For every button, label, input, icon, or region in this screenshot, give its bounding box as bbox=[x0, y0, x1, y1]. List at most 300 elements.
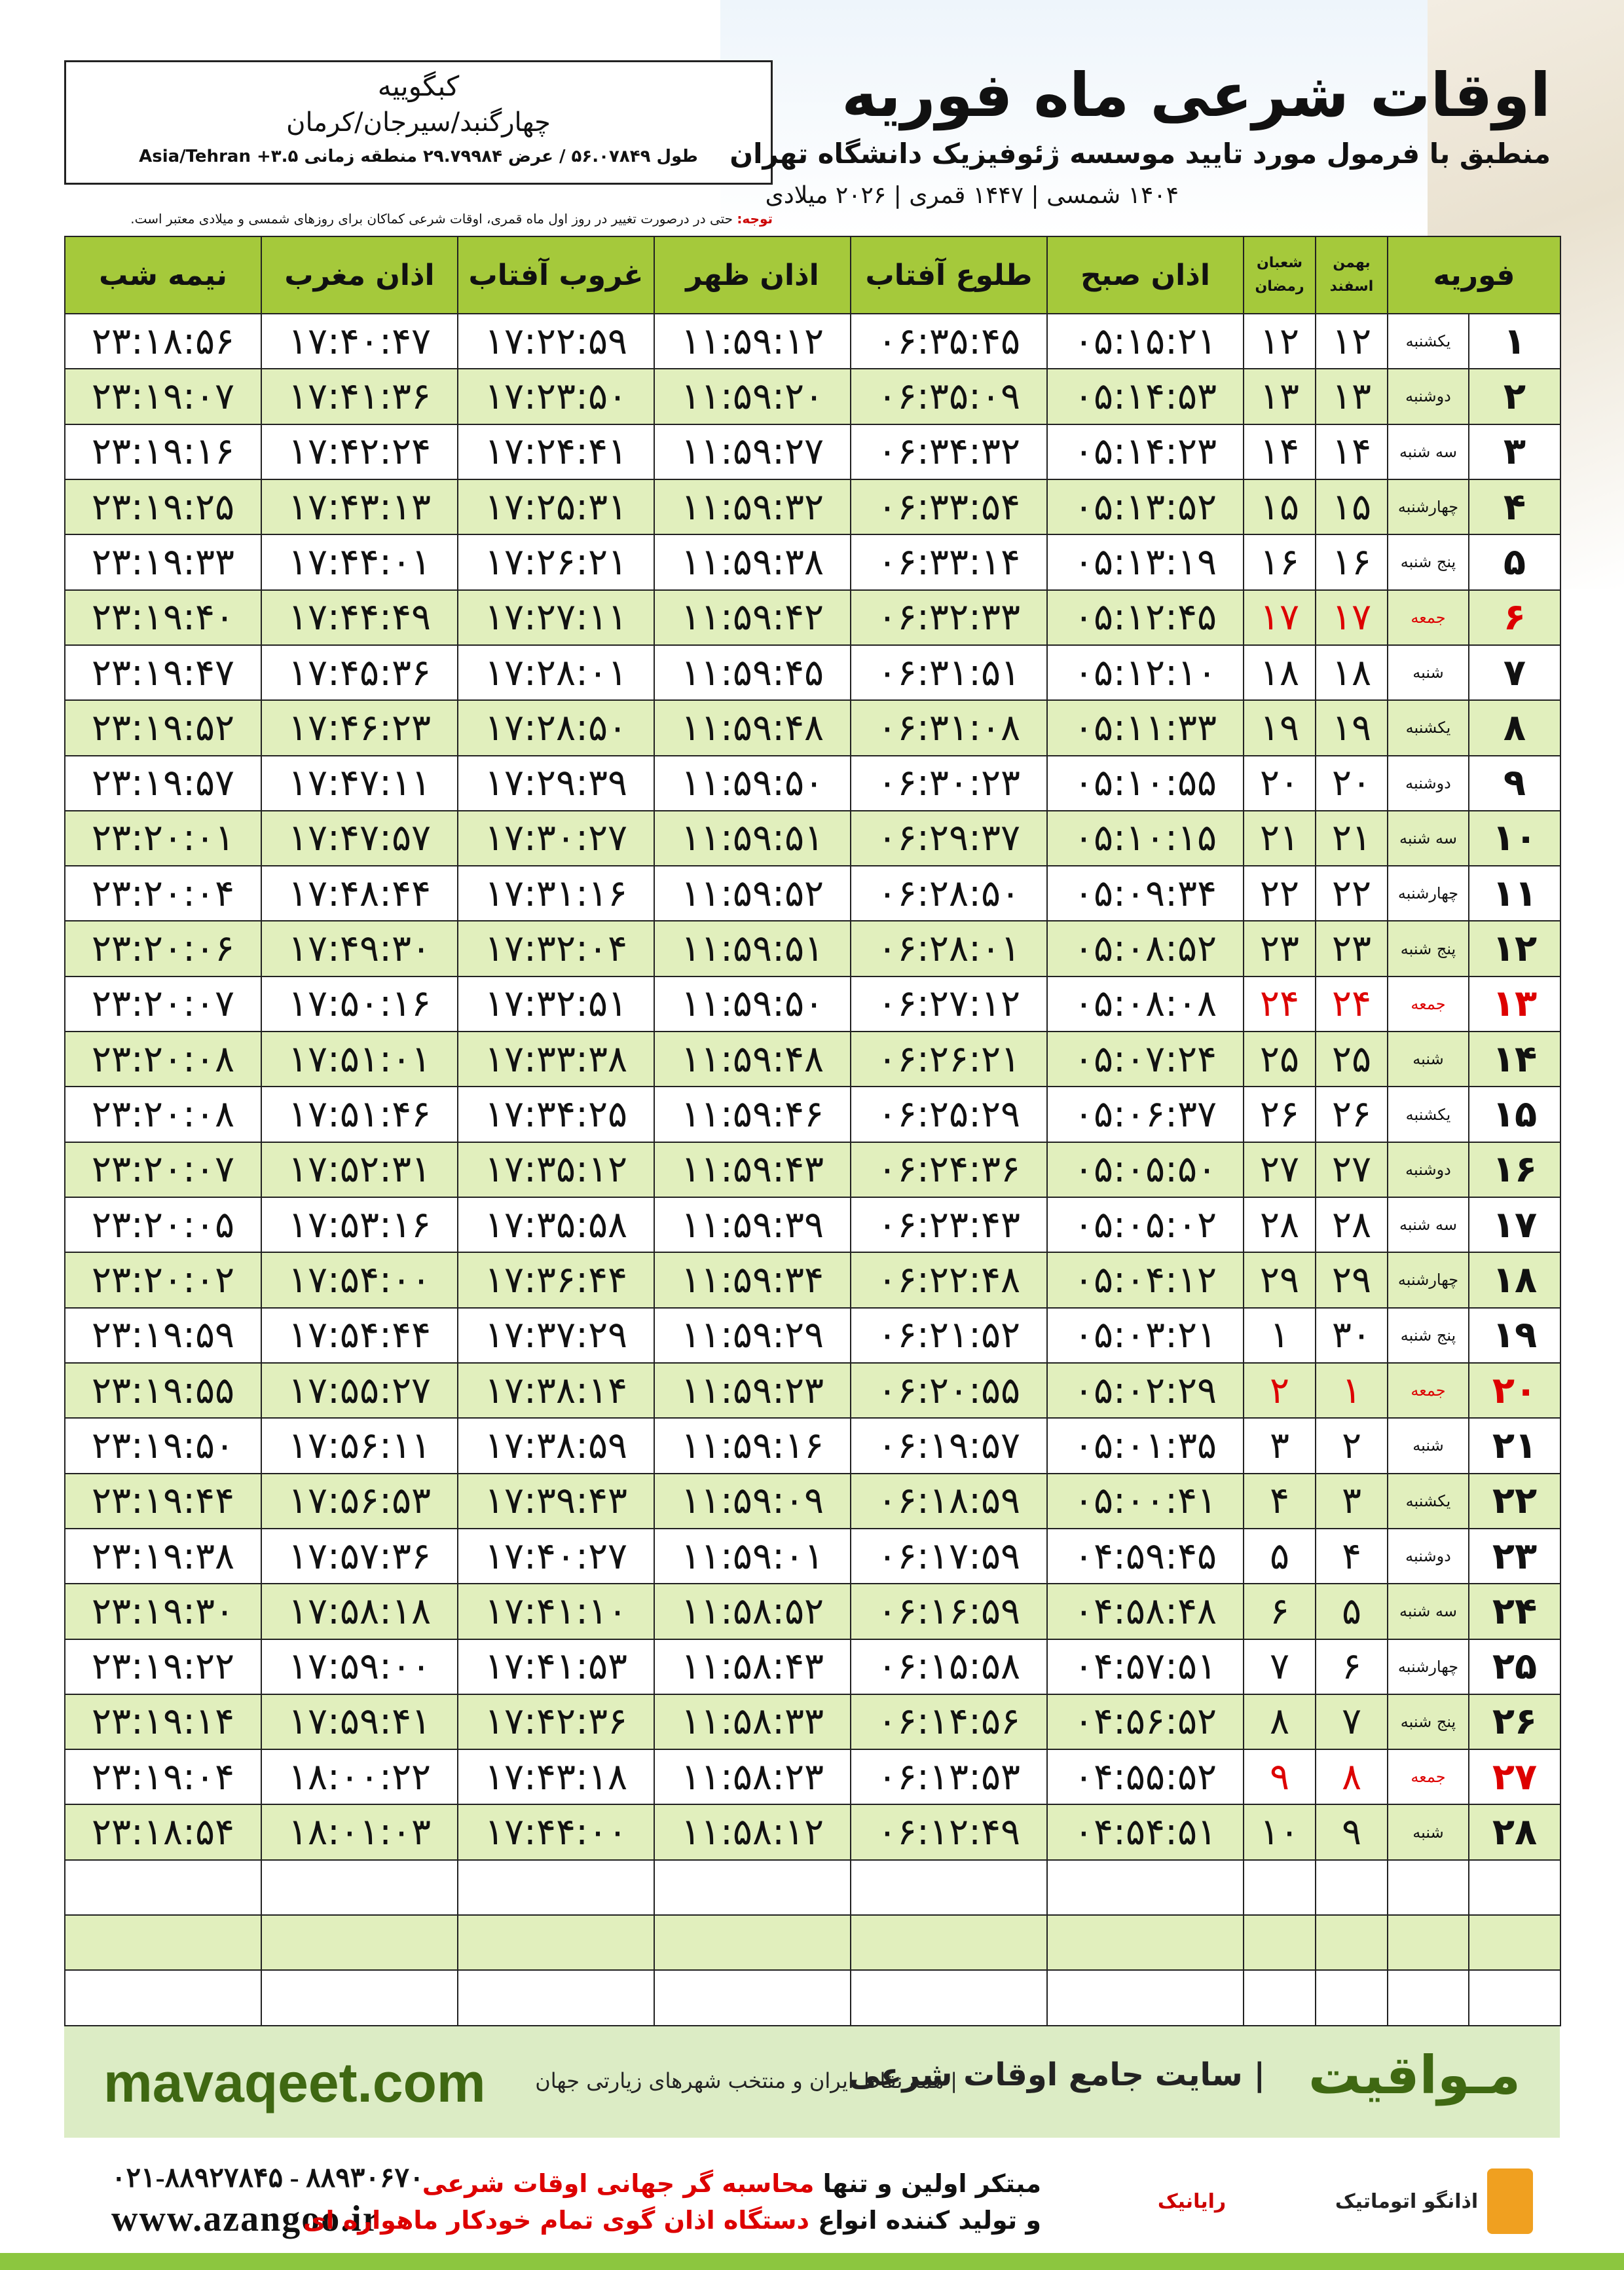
table-fajr: ۰۵:۰۱:۳۵ bbox=[1047, 1418, 1244, 1473]
table-dhuhr: ۱۱:۵۹:۵۰ bbox=[654, 977, 851, 1032]
table-sunrise: ۰۶:۱۲:۴۹ bbox=[851, 1804, 1047, 1859]
notice bbox=[64, 211, 773, 227]
table-lunar-day: ۱۰ bbox=[1244, 1804, 1316, 1859]
table-sunset: ۱۷:۴۴:۰۰ bbox=[458, 1804, 654, 1859]
table-fajr: ۰۵:۱۵:۲۱ bbox=[1047, 314, 1244, 369]
table-sunrise: ۰۶:۲۰:۵۵ bbox=[851, 1363, 1047, 1418]
table-solar-day: ۱۴ bbox=[1316, 424, 1388, 479]
mavaqeet-site-link[interactable]: mavaqeet.com bbox=[103, 2052, 486, 2113]
azangoo-site-link[interactable]: www.azangoo.ir bbox=[111, 2199, 380, 2239]
table-empty-cell bbox=[1047, 1915, 1244, 1970]
table-fajr: ۰۵:۰۷:۲۴ bbox=[1047, 1032, 1244, 1087]
table-empty-cell bbox=[1388, 1915, 1469, 1970]
table-sunset: ۱۷:۲۲:۵۹ bbox=[458, 314, 654, 369]
table-weekday: پنج شنبه bbox=[1388, 1694, 1469, 1749]
table-dhuhr: ۱۱:۵۸:۵۲ bbox=[654, 1584, 851, 1639]
table-midnight: ۲۳:۲۰:۰۱ bbox=[65, 811, 261, 866]
table-row bbox=[65, 700, 1560, 755]
promo-line-1-b: محاسبه گر جهانی اوقات شرعی bbox=[422, 2169, 815, 2198]
table-empty-cell bbox=[65, 1915, 261, 1970]
table-row bbox=[65, 1087, 1560, 1142]
table-dhuhr: ۱۱:۵۹:۵۰ bbox=[654, 756, 851, 811]
table-weekday: سه شنبه bbox=[1388, 1197, 1469, 1252]
azangoo-logo-text: اذانگو اتوماتیک bbox=[1335, 2189, 1479, 2213]
table-day: ۲۱ bbox=[1469, 1418, 1560, 1473]
table-weekday: شنبه bbox=[1388, 645, 1469, 700]
table-day: ۵ bbox=[1469, 534, 1560, 589]
table-header-row bbox=[65, 236, 1560, 314]
table-weekday: سه شنبه bbox=[1388, 424, 1469, 479]
table-dhuhr: ۱۱:۵۸:۱۲ bbox=[654, 1804, 851, 1859]
table-midnight: ۲۳:۱۹:۴۰ bbox=[65, 590, 261, 645]
table-sunrise: ۰۶:۳۳:۱۴ bbox=[851, 534, 1047, 589]
table-empty-cell bbox=[65, 1970, 261, 2026]
table-row bbox=[65, 1197, 1560, 1252]
table-lunar-day: ۲۶ bbox=[1244, 1087, 1316, 1142]
table-lunar-day: ۱۵ bbox=[1244, 479, 1316, 534]
table-weekday: جمعه bbox=[1388, 590, 1469, 645]
table-solar-day: ۱۳ bbox=[1316, 369, 1388, 424]
table-dhuhr: ۱۱:۵۹:۱۲ bbox=[654, 314, 851, 369]
table-weekday: یکشنبه bbox=[1388, 314, 1469, 369]
table-solar-day: ۲۶ bbox=[1316, 1087, 1388, 1142]
table-dhuhr: ۱۱:۵۹:۰۹ bbox=[654, 1474, 851, 1529]
table-weekday: یکشنبه bbox=[1388, 700, 1469, 755]
table-sunset: ۱۷:۳۵:۵۸ bbox=[458, 1197, 654, 1252]
table-day: ۱۴ bbox=[1469, 1032, 1560, 1087]
page-title: اوقات شرعی ماه فوریه bbox=[841, 60, 1551, 130]
table-sunset: ۱۷:۳۲:۰۴ bbox=[458, 921, 654, 976]
table-fajr: ۰۵:۱۴:۵۳ bbox=[1047, 369, 1244, 424]
table-row bbox=[65, 1749, 1560, 1804]
table-empty-cell bbox=[261, 1860, 458, 1915]
table-lunar-day: ۱۶ bbox=[1244, 534, 1316, 589]
table-day: ۳ bbox=[1469, 424, 1560, 479]
table-lunar-day: ۳ bbox=[1244, 1418, 1316, 1473]
mavaqeet-subtagline: | همه نقاط ایران و منتخب شهرهای زیارتی جهان bbox=[535, 2068, 957, 2093]
table-fajr: ۰۵:۱۰:۱۵ bbox=[1047, 811, 1244, 866]
azangoo-logo bbox=[1310, 2165, 1559, 2237]
table-lunar-day: ۹ bbox=[1244, 1749, 1316, 1804]
table-sunrise: ۰۶:۲۴:۳۶ bbox=[851, 1142, 1047, 1197]
table-row bbox=[65, 811, 1560, 866]
table-day: ۷ bbox=[1469, 645, 1560, 700]
table-weekday: جمعه bbox=[1388, 977, 1469, 1032]
promo-line-2-a: و تولید کننده انواع bbox=[818, 2206, 1041, 2235]
table-row-empty bbox=[65, 1915, 1560, 1970]
table-midnight: ۲۳:۲۰:۰۲ bbox=[65, 1252, 261, 1307]
table-dhuhr: ۱۱:۵۹:۲۰ bbox=[654, 369, 851, 424]
table-midnight: ۲۳:۱۹:۲۲ bbox=[65, 1639, 261, 1694]
table-maghrib: ۱۷:۵۴:۴۴ bbox=[261, 1308, 458, 1363]
table-lunar-day: ۱ bbox=[1244, 1308, 1316, 1363]
mavaqeet-logo: مـواقیت bbox=[1308, 2045, 1521, 2106]
table-fajr: ۰۵:۰۴:۱۲ bbox=[1047, 1252, 1244, 1307]
table-day: ۹ bbox=[1469, 756, 1560, 811]
table-fajr: ۰۵:۱۴:۲۳ bbox=[1047, 424, 1244, 479]
table-solar-day: ۱۸ bbox=[1316, 645, 1388, 700]
table-sunrise: ۰۶:۱۴:۵۶ bbox=[851, 1694, 1047, 1749]
notice-text: حتی در درصورت تغییر در روز اول ماه قمری، اوقات شرعی کماکان برای روزهای شمسی و میلادی معتبر است. bbox=[130, 211, 733, 227]
table-weekday: جمعه bbox=[1388, 1749, 1469, 1804]
table-row bbox=[65, 645, 1560, 700]
table-lunar-day: ۲۵ bbox=[1244, 1032, 1316, 1087]
table-weekday: چهارشنبه bbox=[1388, 866, 1469, 921]
table-row bbox=[65, 1142, 1560, 1197]
table-maghrib: ۱۷:۴۶:۲۳ bbox=[261, 700, 458, 755]
promo-line-2 bbox=[303, 2202, 1041, 2239]
table-weekday: یکشنبه bbox=[1388, 1087, 1469, 1142]
notice-label: توجه: bbox=[737, 211, 773, 227]
table-sunset: ۱۷:۳۱:۱۶ bbox=[458, 866, 654, 921]
table-sunset: ۱۷:۲۷:۱۱ bbox=[458, 590, 654, 645]
table-day: ۲۶ bbox=[1469, 1694, 1560, 1749]
table-dhuhr: ۱۱:۵۹:۵۱ bbox=[654, 811, 851, 866]
table-empty-cell bbox=[851, 1860, 1047, 1915]
table-row bbox=[65, 1804, 1560, 1859]
table-row bbox=[65, 1474, 1560, 1529]
table-lunar-day: ۲۷ bbox=[1244, 1142, 1316, 1197]
table-maghrib: ۱۷:۵۶:۱۱ bbox=[261, 1418, 458, 1473]
sponsor-logos bbox=[1087, 2165, 1559, 2244]
table-solar-day: ۲۲ bbox=[1316, 866, 1388, 921]
table-day: ۱۱ bbox=[1469, 866, 1560, 921]
table-row bbox=[65, 1529, 1560, 1584]
header-sunrise: طلوع آفتاب bbox=[851, 236, 1047, 314]
table-solar-day: ۳۰ bbox=[1316, 1308, 1388, 1363]
table-solar-day: ۱۹ bbox=[1316, 700, 1388, 755]
table-weekday: شنبه bbox=[1388, 1032, 1469, 1087]
table-solar-day: ۱ bbox=[1316, 1363, 1388, 1418]
table-sunset: ۱۷:۲۵:۳۱ bbox=[458, 479, 654, 534]
table-weekday: شنبه bbox=[1388, 1418, 1469, 1473]
table-row bbox=[65, 1584, 1560, 1639]
bottom-accent-bar bbox=[0, 2253, 1624, 2270]
table-sunset: ۱۷:۳۲:۵۱ bbox=[458, 977, 654, 1032]
table-sunset: ۱۷:۴۳:۱۸ bbox=[458, 1749, 654, 1804]
table-dhuhr: ۱۱:۵۹:۴۵ bbox=[654, 645, 851, 700]
table-maghrib: ۱۷:۵۱:۰۱ bbox=[261, 1032, 458, 1087]
table-lunar-day: ۴ bbox=[1244, 1474, 1316, 1529]
table-dhuhr: ۱۱:۵۹:۴۲ bbox=[654, 590, 851, 645]
table-row bbox=[65, 1032, 1560, 1087]
header-dhuhr: اذان ظهر bbox=[654, 236, 851, 314]
table-lunar-day: ۱۷ bbox=[1244, 590, 1316, 645]
table-lunar-day: ۲۳ bbox=[1244, 921, 1316, 976]
table-midnight: ۲۳:۲۰:۰۴ bbox=[65, 866, 261, 921]
table-empty-cell bbox=[1469, 1915, 1560, 1970]
header-lunar-months bbox=[1244, 236, 1316, 314]
table-maghrib: ۱۷:۵۹:۰۰ bbox=[261, 1639, 458, 1694]
table-dhuhr: ۱۱:۵۹:۲۳ bbox=[654, 1363, 851, 1418]
table-day: ۸ bbox=[1469, 700, 1560, 755]
table-solar-day: ۲۵ bbox=[1316, 1032, 1388, 1087]
table-day: ۴ bbox=[1469, 479, 1560, 534]
table-midnight: ۲۳:۱۸:۵۶ bbox=[65, 314, 261, 369]
table-fajr: ۰۵:۰۶:۳۷ bbox=[1047, 1087, 1244, 1142]
table-weekday: سه شنبه bbox=[1388, 1584, 1469, 1639]
table-row bbox=[65, 1639, 1560, 1694]
table-weekday: پنج شنبه bbox=[1388, 534, 1469, 589]
mavaqeet-tagline: | سایت جامع اوقات شرعی bbox=[849, 2056, 1265, 2093]
table-sunrise: ۰۶:۳۱:۰۸ bbox=[851, 700, 1047, 755]
table-midnight: ۲۳:۱۹:۵۹ bbox=[65, 1308, 261, 1363]
table-maghrib: ۱۷:۵۲:۳۱ bbox=[261, 1142, 458, 1197]
table-sunset: ۱۷:۴۱:۵۳ bbox=[458, 1639, 654, 1694]
table-row bbox=[65, 1308, 1560, 1363]
city-region: چهارگنبد/سیرجان/کرمان bbox=[286, 107, 551, 138]
table-midnight: ۲۳:۱۹:۵۷ bbox=[65, 756, 261, 811]
table-maghrib: ۱۷:۵۳:۱۶ bbox=[261, 1197, 458, 1252]
city-coordinates: طول ۵۶.۰۷۸۴۹ / عرض ۲۹.۷۹۹۸۴ منطقه زمانی ۳.۵+ Asia/Tehran bbox=[139, 147, 698, 166]
table-row bbox=[65, 590, 1560, 645]
table-empty-cell bbox=[851, 1915, 1047, 1970]
header-midnight: نیمه شب bbox=[65, 236, 261, 314]
table-midnight: ۲۳:۲۰:۰۸ bbox=[65, 1032, 261, 1087]
table-solar-day: ۵ bbox=[1316, 1584, 1388, 1639]
promo-line-1-a: مبتکر اولین و تنها bbox=[822, 2169, 1041, 2198]
table-weekday: شنبه bbox=[1388, 1804, 1469, 1859]
table-midnight: ۲۳:۲۰:۰۶ bbox=[65, 921, 261, 976]
table-weekday: پنج شنبه bbox=[1388, 921, 1469, 976]
calendar-years: ۱۴۰۴ شمسی | ۱۴۴۷ قمری | ۲۰۲۶ میلادی bbox=[765, 182, 1179, 209]
table-maghrib: ۱۷:۴۴:۰۱ bbox=[261, 534, 458, 589]
table-weekday: جمعه bbox=[1388, 1363, 1469, 1418]
table-midnight: ۲۳:۱۹:۳۳ bbox=[65, 534, 261, 589]
table-empty-cell bbox=[1047, 1860, 1244, 1915]
table-solar-day: ۷ bbox=[1316, 1694, 1388, 1749]
header-sunset: غروب آفتاب bbox=[458, 236, 654, 314]
prayer-times-table bbox=[64, 236, 1561, 2026]
table-fajr: ۰۵:۰۸:۰۸ bbox=[1047, 977, 1244, 1032]
table-sunrise: ۰۶:۱۸:۵۹ bbox=[851, 1474, 1047, 1529]
table-sunrise: ۰۶:۳۲:۳۳ bbox=[851, 590, 1047, 645]
table-fajr: ۰۴:۵۸:۴۸ bbox=[1047, 1584, 1244, 1639]
table-sunrise: ۰۶:۱۹:۵۷ bbox=[851, 1418, 1047, 1473]
table-empty-cell bbox=[1388, 1970, 1469, 2026]
header-lunar-top: شعبان bbox=[1256, 255, 1303, 271]
table-sunrise: ۰۶:۲۳:۴۳ bbox=[851, 1197, 1047, 1252]
header-maghrib: اذان مغرب bbox=[261, 236, 458, 314]
table-row bbox=[65, 1363, 1560, 1418]
table-sunset: ۱۷:۲۳:۵۰ bbox=[458, 369, 654, 424]
table-day: ۲۸ bbox=[1469, 1804, 1560, 1859]
table-body bbox=[65, 314, 1560, 2026]
table-maghrib: ۱۷:۴۸:۴۴ bbox=[261, 866, 458, 921]
table-sunrise: ۰۶:۲۸:۵۰ bbox=[851, 866, 1047, 921]
table-weekday: چهارشنبه bbox=[1388, 1252, 1469, 1307]
table-maghrib: ۱۷:۴۷:۵۷ bbox=[261, 811, 458, 866]
table-sunset: ۱۷:۳۸:۱۴ bbox=[458, 1363, 654, 1418]
city-name: کبگوییه bbox=[377, 70, 460, 102]
table-empty-cell bbox=[654, 1970, 851, 2026]
table-fajr: ۰۴:۵۵:۵۲ bbox=[1047, 1749, 1244, 1804]
table-sunrise: ۰۶:۳۳:۵۴ bbox=[851, 479, 1047, 534]
header-fajr: اذان صبح bbox=[1047, 236, 1244, 314]
promo-line-2-b: دستگاه اذان گوی تمام خودکار ماهواره ای bbox=[303, 2206, 810, 2235]
table-fajr: ۰۵:۰۵:۰۲ bbox=[1047, 1197, 1244, 1252]
table-maghrib: ۱۷:۴۲:۲۴ bbox=[261, 424, 458, 479]
header-solar-top: بهمن bbox=[1333, 255, 1371, 271]
table-weekday: سه شنبه bbox=[1388, 811, 1469, 866]
table-day: ۲۰ bbox=[1469, 1363, 1560, 1418]
table-dhuhr: ۱۱:۵۸:۴۳ bbox=[654, 1639, 851, 1694]
table-sunset: ۱۷:۲۸:۵۰ bbox=[458, 700, 654, 755]
table-dhuhr: ۱۱:۵۹:۵۱ bbox=[654, 921, 851, 976]
header-solar-bottom: اسفند bbox=[1329, 278, 1374, 295]
table-sunrise: ۰۶:۱۵:۵۸ bbox=[851, 1639, 1047, 1694]
table-sunset: ۱۷:۳۳:۳۸ bbox=[458, 1032, 654, 1087]
table-empty-cell bbox=[1388, 1860, 1469, 1915]
table-maghrib: ۱۸:۰۰:۲۲ bbox=[261, 1749, 458, 1804]
table-midnight: ۲۳:۱۹:۰۷ bbox=[65, 369, 261, 424]
table-weekday: دوشنبه bbox=[1388, 756, 1469, 811]
table-lunar-day: ۷ bbox=[1244, 1639, 1316, 1694]
table-empty-cell bbox=[654, 1915, 851, 1970]
table-midnight: ۲۳:۱۹:۵۰ bbox=[65, 1418, 261, 1473]
header-lunar-bottom: رمضان bbox=[1255, 278, 1304, 295]
table-empty-cell bbox=[261, 1970, 458, 2026]
table-dhuhr: ۱۱:۵۹:۳۸ bbox=[654, 534, 851, 589]
table-solar-day: ۲۳ bbox=[1316, 921, 1388, 976]
table-maghrib: ۱۷:۴۴:۴۹ bbox=[261, 590, 458, 645]
promo-text bbox=[303, 2165, 1041, 2239]
table-sunrise: ۰۶:۳۱:۵۱ bbox=[851, 645, 1047, 700]
page-subtitle: منطبق با فرمول مورد تایید موسسه ژئوفیزیک دانشگاه تهران bbox=[729, 138, 1551, 170]
table-dhuhr: ۱۱:۵۹:۰۱ bbox=[654, 1529, 851, 1584]
table-fajr: ۰۴:۵۹:۴۵ bbox=[1047, 1529, 1244, 1584]
table-day: ۱۰ bbox=[1469, 811, 1560, 866]
table-row bbox=[65, 534, 1560, 589]
table-dhuhr: ۱۱:۵۹:۴۸ bbox=[654, 1032, 851, 1087]
table-fajr: ۰۵:۰۹:۳۴ bbox=[1047, 866, 1244, 921]
table-sunrise: ۰۶:۲۶:۲۱ bbox=[851, 1032, 1047, 1087]
table-sunrise: ۰۶:۳۵:۰۹ bbox=[851, 369, 1047, 424]
table-row bbox=[65, 1694, 1560, 1749]
table-row bbox=[65, 424, 1560, 479]
table-solar-day: ۳ bbox=[1316, 1474, 1388, 1529]
table-maghrib: ۱۷:۵۵:۲۷ bbox=[261, 1363, 458, 1418]
promo-line-1 bbox=[303, 2165, 1041, 2202]
table-sunrise: ۰۶:۱۶:۵۹ bbox=[851, 1584, 1047, 1639]
table-day: ۱۲ bbox=[1469, 921, 1560, 976]
table-midnight: ۲۳:۱۹:۴۴ bbox=[65, 1474, 261, 1529]
table-midnight: ۲۳:۱۹:۱۶ bbox=[65, 424, 261, 479]
table-sunrise: ۰۶:۲۲:۴۸ bbox=[851, 1252, 1047, 1307]
table-maghrib: ۱۷:۵۰:۱۶ bbox=[261, 977, 458, 1032]
table-sunrise: ۰۶:۲۸:۰۱ bbox=[851, 921, 1047, 976]
table-midnight: ۲۳:۱۸:۵۴ bbox=[65, 1804, 261, 1859]
table-row bbox=[65, 1418, 1560, 1473]
table-sunrise: ۰۶:۱۷:۵۹ bbox=[851, 1529, 1047, 1584]
table-sunset: ۱۷:۲۴:۴۱ bbox=[458, 424, 654, 479]
table-day: ۲۷ bbox=[1469, 1749, 1560, 1804]
table-midnight: ۲۳:۲۰:۰۷ bbox=[65, 1142, 261, 1197]
table-sunrise: ۰۶:۳۰:۲۳ bbox=[851, 756, 1047, 811]
table-solar-day: ۱۶ bbox=[1316, 534, 1388, 589]
table-empty-cell bbox=[1047, 1970, 1244, 2026]
table-midnight: ۲۳:۱۹:۵۲ bbox=[65, 700, 261, 755]
table-lunar-day: ۲۴ bbox=[1244, 977, 1316, 1032]
table-row bbox=[65, 1252, 1560, 1307]
table-fajr: ۰۴:۵۶:۵۲ bbox=[1047, 1694, 1244, 1749]
table-day: ۱۷ bbox=[1469, 1197, 1560, 1252]
table-fajr: ۰۵:۱۲:۴۵ bbox=[1047, 590, 1244, 645]
table-row bbox=[65, 921, 1560, 976]
table-empty-cell bbox=[458, 1860, 654, 1915]
table-empty-cell bbox=[65, 1860, 261, 1915]
table-sunrise: ۰۶:۲۷:۱۲ bbox=[851, 977, 1047, 1032]
table-weekday: پنج شنبه bbox=[1388, 1308, 1469, 1363]
table-sunset: ۱۷:۲۸:۰۱ bbox=[458, 645, 654, 700]
table-weekday: دوشنبه bbox=[1388, 1529, 1469, 1584]
table-dhuhr: ۱۱:۵۹:۳۹ bbox=[654, 1197, 851, 1252]
table-empty-cell bbox=[851, 1970, 1047, 2026]
table-lunar-day: ۱۳ bbox=[1244, 369, 1316, 424]
table-fajr: ۰۵:۱۱:۳۳ bbox=[1047, 700, 1244, 755]
table-sunset: ۱۷:۲۹:۳۹ bbox=[458, 756, 654, 811]
table-midnight: ۲۳:۱۹:۲۵ bbox=[65, 479, 261, 534]
table-solar-day: ۲۰ bbox=[1316, 756, 1388, 811]
table-empty-cell bbox=[261, 1915, 458, 1970]
table-sunset: ۱۷:۳۴:۲۵ bbox=[458, 1087, 654, 1142]
table-row bbox=[65, 977, 1560, 1032]
table-lunar-day: ۱۹ bbox=[1244, 700, 1316, 755]
table-midnight: ۲۳:۱۹:۰۴ bbox=[65, 1749, 261, 1804]
table-empty-cell bbox=[458, 1970, 654, 2026]
table-fajr: ۰۴:۵۴:۵۱ bbox=[1047, 1804, 1244, 1859]
table-fajr: ۰۵:۱۰:۵۵ bbox=[1047, 756, 1244, 811]
footer-banner bbox=[64, 2026, 1560, 2138]
table-solar-day: ۲۱ bbox=[1316, 811, 1388, 866]
table-fajr: ۰۴:۵۷:۵۱ bbox=[1047, 1639, 1244, 1694]
table-fajr: ۰۵:۰۳:۲۱ bbox=[1047, 1308, 1244, 1363]
table-day: ۱۳ bbox=[1469, 977, 1560, 1032]
table-day: ۱۸ bbox=[1469, 1252, 1560, 1307]
table-day: ۲۴ bbox=[1469, 1584, 1560, 1639]
table-maghrib: ۱۷:۴۰:۴۷ bbox=[261, 314, 458, 369]
table-row-empty bbox=[65, 1860, 1560, 1915]
table-lunar-day: ۱۲ bbox=[1244, 314, 1316, 369]
table-sunrise: ۰۶:۲۱:۵۲ bbox=[851, 1308, 1047, 1363]
table-maghrib: ۱۷:۴۱:۳۶ bbox=[261, 369, 458, 424]
table-maghrib: ۱۷:۴۳:۱۳ bbox=[261, 479, 458, 534]
table-solar-day: ۹ bbox=[1316, 1804, 1388, 1859]
table-day: ۶ bbox=[1469, 590, 1560, 645]
table-sunset: ۱۷:۳۵:۱۲ bbox=[458, 1142, 654, 1197]
table-solar-day: ۴ bbox=[1316, 1529, 1388, 1584]
table-day: ۲۵ bbox=[1469, 1639, 1560, 1694]
header-solar-months bbox=[1316, 236, 1388, 314]
table-weekday: چهارشنبه bbox=[1388, 479, 1469, 534]
table-solar-day: ۲۸ bbox=[1316, 1197, 1388, 1252]
table-weekday: چهارشنبه bbox=[1388, 1639, 1469, 1694]
table-midnight: ۲۳:۱۹:۴۷ bbox=[65, 645, 261, 700]
table-dhuhr: ۱۱:۵۹:۳۴ bbox=[654, 1252, 851, 1307]
table-row bbox=[65, 369, 1560, 424]
table-solar-day: ۱۵ bbox=[1316, 479, 1388, 534]
table-maghrib: ۱۷:۵۴:۰۰ bbox=[261, 1252, 458, 1307]
table-lunar-day: ۲۰ bbox=[1244, 756, 1316, 811]
table-fajr: ۰۵:۱۳:۱۹ bbox=[1047, 534, 1244, 589]
table-weekday: دوشنبه bbox=[1388, 1142, 1469, 1197]
table-midnight: ۲۳:۲۰:۰۷ bbox=[65, 977, 261, 1032]
table-midnight: ۲۳:۲۰:۰۸ bbox=[65, 1087, 261, 1142]
table-row bbox=[65, 756, 1560, 811]
table-row bbox=[65, 866, 1560, 921]
table-empty-cell bbox=[1469, 1860, 1560, 1915]
table-row-empty bbox=[65, 1970, 1560, 2026]
